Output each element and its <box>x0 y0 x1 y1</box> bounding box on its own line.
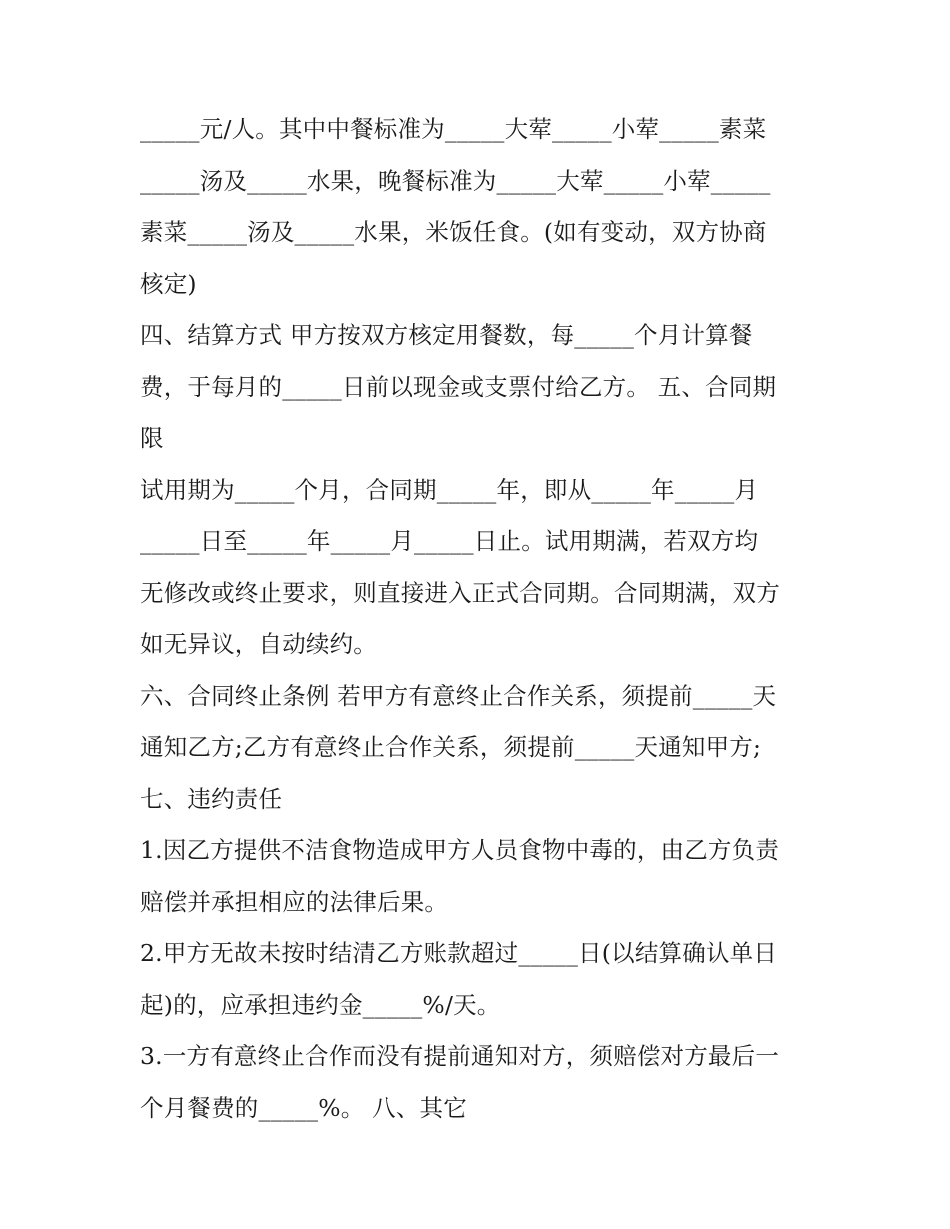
text-line: 试用期为_____个月，合同期_____年，即从_____年_____月 <box>140 475 759 504</box>
text-line: 赔偿并承担相应的法律后果。 <box>140 887 449 916</box>
section-heading: 七、违约责任 <box>140 784 283 813</box>
text-line: 个月餐费的_____%。 八、其它 <box>140 1093 467 1122</box>
text-line: 2.甲方无故未按时结清乙方账款超过_____日(以结算确认单日 <box>140 939 778 967</box>
text-line: _____元/人。其中中餐标准为_____大荤_____小荤_____素菜 <box>140 115 767 143</box>
text-line: 素菜_____汤及_____水果，米饭任食。(如有变动，双方协商 <box>140 218 767 246</box>
text-line: 起)的，应承担违约金_____%/天。 <box>140 990 501 1019</box>
text-line: 四、结算方式 甲方按双方核定用餐数，每_____个月计算餐 <box>140 321 753 349</box>
text-line: 1.因乙方提供不洁食物造成甲方人员食物中毒的，由乙方负责 <box>140 836 780 864</box>
text-line: 六、合同终止条例 若甲方有意终止合作关系，须提前_____天 <box>140 681 777 710</box>
text-line: 无修改或终止要求，则直接进入正式合同期。合同期满，双方 <box>140 578 780 607</box>
text-line: 费，于每月的_____日前以现金或支票付给乙方。 五、合同期 <box>140 372 777 401</box>
document-body <box>140 104 816 1134</box>
text-line: 3.一方有意终止合作而没有提前通知对方，须赔偿对方最后一 <box>140 1042 780 1070</box>
text-line: _____日至_____年_____月_____日止。试用期满，若双方均 <box>140 527 759 555</box>
text-line: _____汤及_____水果，晚餐标准为_____大荤_____小荤_____ <box>140 166 771 195</box>
text-line: 如无异议，自动续约。 <box>140 630 377 658</box>
text-line: 通知乙方;乙方有意终止合作关系，须提前_____天通知甲方; <box>140 733 762 761</box>
text-line: 核定) <box>140 269 197 298</box>
text-line: 限 <box>140 424 164 452</box>
